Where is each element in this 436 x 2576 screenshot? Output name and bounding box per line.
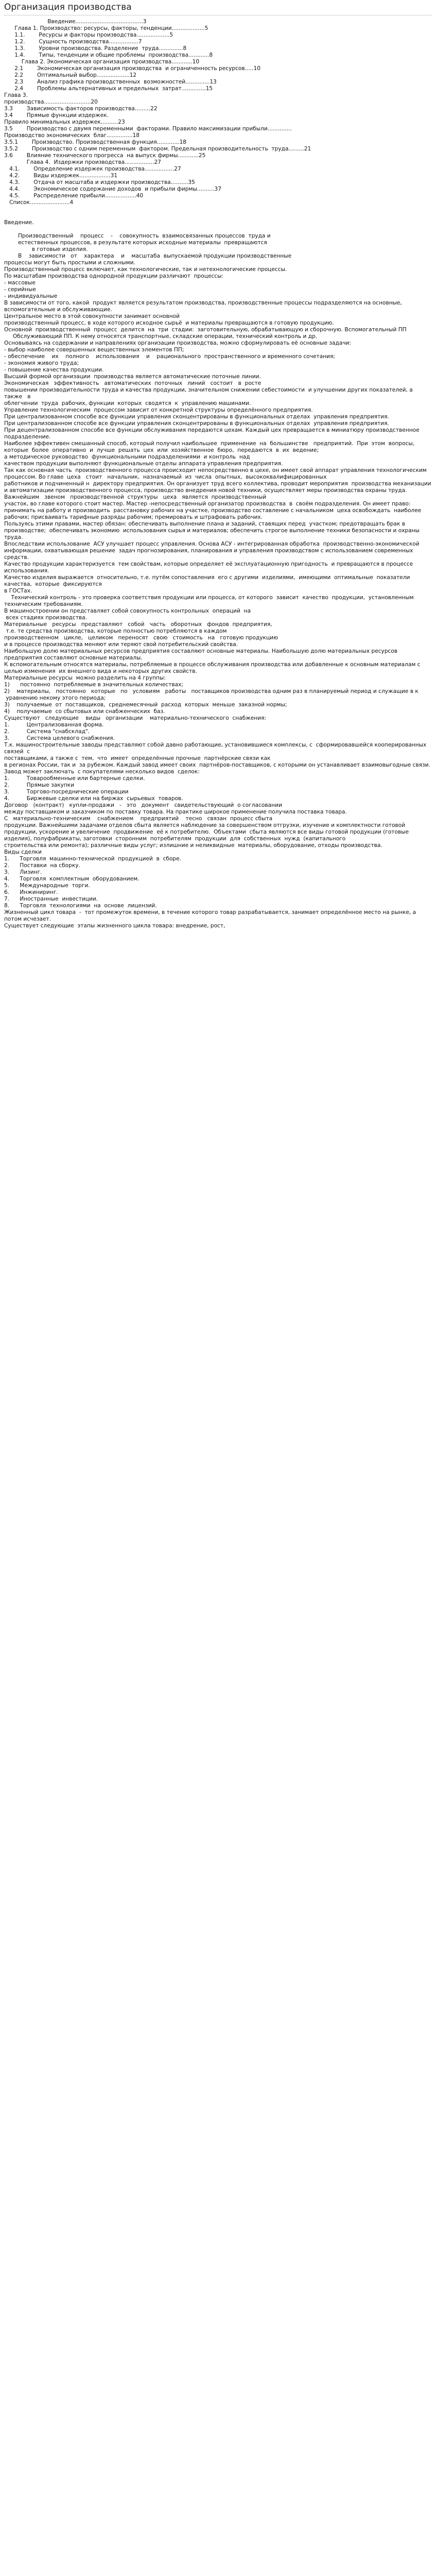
document-body: Введение.......................................3 Глава 1. Производство: ресурсы, факторы, тенденции...................5 1.1. Ресурсы и факторы производства...................5 1.2. Сущность производства.................7 1.3. Уровни производства. Разделение труда..............8 1.4. Типы, тенденции и общие проблемы производства............8 Глава 2. Экономическая организация производства............10 2.1 Экономическая организация производства и ограниченность ресурсов.....10 2.2 Оптимальный выбор...................12 2.3 Анализ графика производственных возможностей..............13 2.4 Проблемы альтернативных и предельных затрат..............15 Глава 3. производства...........................20 3.3 Зависимость факторов производства.........22 3.4 Прямые функции издержек. Правило минимальных издержек..........23 3.5 Производство с двумя переменными факторами. Правило максимизации прибыли.............. Производство экономических благ...............18 3.5.1 Производство. Производственная функция.............18 3.5.2 Производство с одним переменным фактором. Предельная производительность труда.........21 3.6 Влияние технического прогресса на выпуск фирмы............25 Глава 4. Издержки производства.................27 4.1. Определение издержек производства.................27 4.2. Виды издержек..................31 4.3. Отдача от масштаба и издержки производства..........35 4.4. Экономическое содержание доходов и прибыли фирмы..........37 4.5. Распределение прибыли..................40 Список.......................4 Введение. Производственный процесс - совокупность взаимосвязанных процессов труда и естественных процессов, в результате которых исходные материалы превращаются в готовые изделия. В зависимости от характера и масштаба выпускаемой продукции производственные процессы могут быть простыми и сложными. Производственный процесс включает, как технологические, так и нетехнологические процессы. По масштабам производства однородной продукции различают процессы: - массовые - серийные - индивидуальные В зависимости от того, какой продукт является результатом производства, производственные процессы подразделяются на основные, вспомогательные и обслуживающие. Центральное место в этой совокупности занимает основной производственный процесс, в ходе которого исходное сырьё и материалы превращаются в готовую продукцию. Основной производственный процесс делится на три стадии: заготовительную, обрабатывающую и сборочную. Вспомогательный ПП Обслуживающий ПП. К нему относятся транспортные, складские операции, технический контроль и др. Основываясь на содержании и направлениях организации производства, можно сформулировать её основные задачи: - выбор наиболее совершенных вещественных элементов ПП; - обеспечение их полного использования и рационального пространственного и временного сочетания; - экономия живого труда; - повышение качества продукции. Высший формой организации производства является автоматические поточные линии. Экономическая эффективность автоматических поточных линий состоит в росте повышении производительности труда и качества продукции, значительном снижении себестоимости и улучшении других показателей, а также в облегчении труда рабочих, функции которых сводятся к управлению машинами. Управление технологическим процессом зависит от конкретной структуры определённого предприятия. При централизованном способе все функции управления сконцентрированы в функциональных отделах управления предприятия. При централизованном способе все функции управления сконцентрированы в функциональных отделах управления предприятия. При децентрализованном способе все функции обслуживания передаются цехам. Каждый цех превращается в миниатюру производственное подразделение. Наиболее эффективен смешанный способ, который получил наибольшее применение на большинстве предприятий. При этом вопросы, которые более оперативно и лучше решать цех или хозяйственное бюро, передаются в их ведение; а методическое руководство функциональными подразделениями и контроль над качеством продукции выполняют функциональные отделы аппарата управления предприятия. Так как основная часть производственного процесса происходит непосредственно в цехе, он имеет свой аппарат управления технологическим процессом. Во главе цеха стоит начальник, назначаемый из числа опытных, высококвалифицированных работников и подчиненный н директору предприятия. Он организует труд всего коллектива, проводит мероприятия производства механизации и автоматизации производственного процесса, производство внедрения новой техники, осуществляет меры производства охраны труда. Важнейшим звеном производственной структуры цеха является производственный участок, во главе которого стоит мастер. Мастер -непосредственный организатор производства в своём подразделения. Он имеет право: принимать на работу и производить расстановку рабочих на участке, производство составление с начальником цеха освобождать наиболее рабочих; присваивать тарифные разряды рабочим; премировать и штрафовать рабочих. Пользуясь этими правами, мастер обязан: обеспечивать выполнение плана и заданий, ставящих перед участком; предотвращать брак в производстве; обеспечивать экономию использования сырья и материалов; обеспечить строгое выполнение техники безопасности и охраны труда. Впоследствии использование АСУ улучшает процесс управления. Основа АСУ - интегрированная обработка производственно-экономической информации, охватывающая решение задач прогнозирования, планирования и управления производством с использованием современных средств. Качество продукции характеризуется тем свойствам, которые определяет её эксплуатационную пригодность и превращаются в процессе использования. Качество изделия выражается относительно, т.е. путём сопоставления его с другими изделиями, имеющими оптимальные показатели качества, которые фиксируются в ГОСТах. Технический контроль - это проверка соответствия продукции или процесса, от которого зависит качество продукции, установленным техническим требованиям. В машиностроении он представляет собой совокупность контрольных операций на всех стадиях производства. Материальные ресурсы представляют собой часть оборотных фондов предприятия, т.е. те средства производства, которые полностью потребляются в каждом производственном цикле, целиком переносят свою стоимость на готовую продукцию и в процессе производства меняют или теряют свой потребительский свойства. Наибольшую долю материальных ресурсов предприятия составляют основные материалы. Наибольшую долю материальных ресурсов предприятия составляют основные материалы. К вспомогательным относятся материалы, потребляемые в процессе обслуживания производства или добавленные к основным материалам с целью изменения их внешнего вида и некоторых других свойств. Материальные ресурсы можно разделить на 4 группы: 1) постоянно потребляемые в значительных количествах; 2) материалы, постоянно которые по условиям работы поставщиков производства одним раз в планируемый период и служащие в к уравнению некому этого периода; 3) получаемые от поставщиков, среднемесячный расход которых меньше заказной нормы; 4) получаемые со сбытовых или снабженческих баз. Существуют следующие виды организации материально-технического снабжения: 1. Централизованная форма. 2. Система "снабсклад". 3. Система целевого снабжения. Т.к. машиностроительные заводы представляют собой давно работающие, установившиеся комплексы, с сформировавшейся кооперированных связей с поставщиками, а также с тем, что имеет определённые прочные партнёрские связи как в регионах России, так и за рубежом. Каждый завод имеет своих партнёров-поставщиков, с которыми он устанавливает взаимовыгодные связи. Завод может заключать с покупателями несколько видов сделок: 1. Товарообменные или бартерные сделки. 2. Прямые закупки 3. Торгово-посреднические операции 4. Биржевые сделки или на биржах сырьевых товаров. Договор (контракт) купли-продажи - это документ свидетельствующий о согласовании между поставщиком и заказчиком по поставку товара. На практике широкое применение получила поставка товара. С материально-техническим снабжением предприятий тесно связан процесс сбыта продукции. Важнейшими задачами отделов сбыта является наблюдение за совершенством отгрузки, изучение и комплектности готовой продукции, ускорение и увеличение продвижение её к потребителю. Объектами сбыта являются все виды готовой продукции (готовые изделия), полуфабрикаты, заготовки сторонним потребителям продукции для собственных нужд (капитального строительства или ремонта); различные виды услуг; излишние и неликвидные материалы, оборудование, отходы производства. Виды сделки 1. Торговля машинно-технической продукцией в сборе. 2. Поставки на сборку. 3. Лизинг. 4. Торговля комплектным оборудованием. 5. Международные торги. 6. Инжиниринг. 7. Иностранные инвестиции. 8. Торговля технологиями на основе лицензий. Жизненный цикл товара - тот промежуток времени, в течение которого товар разрабатывается, занимает определённое место на рынке, а потом исчезает. Существует следующие этапы жизненного цикла товара: внедрение, рост, <box>4 19 431 929</box>
page-title: Организация производства <box>4 2 432 15</box>
